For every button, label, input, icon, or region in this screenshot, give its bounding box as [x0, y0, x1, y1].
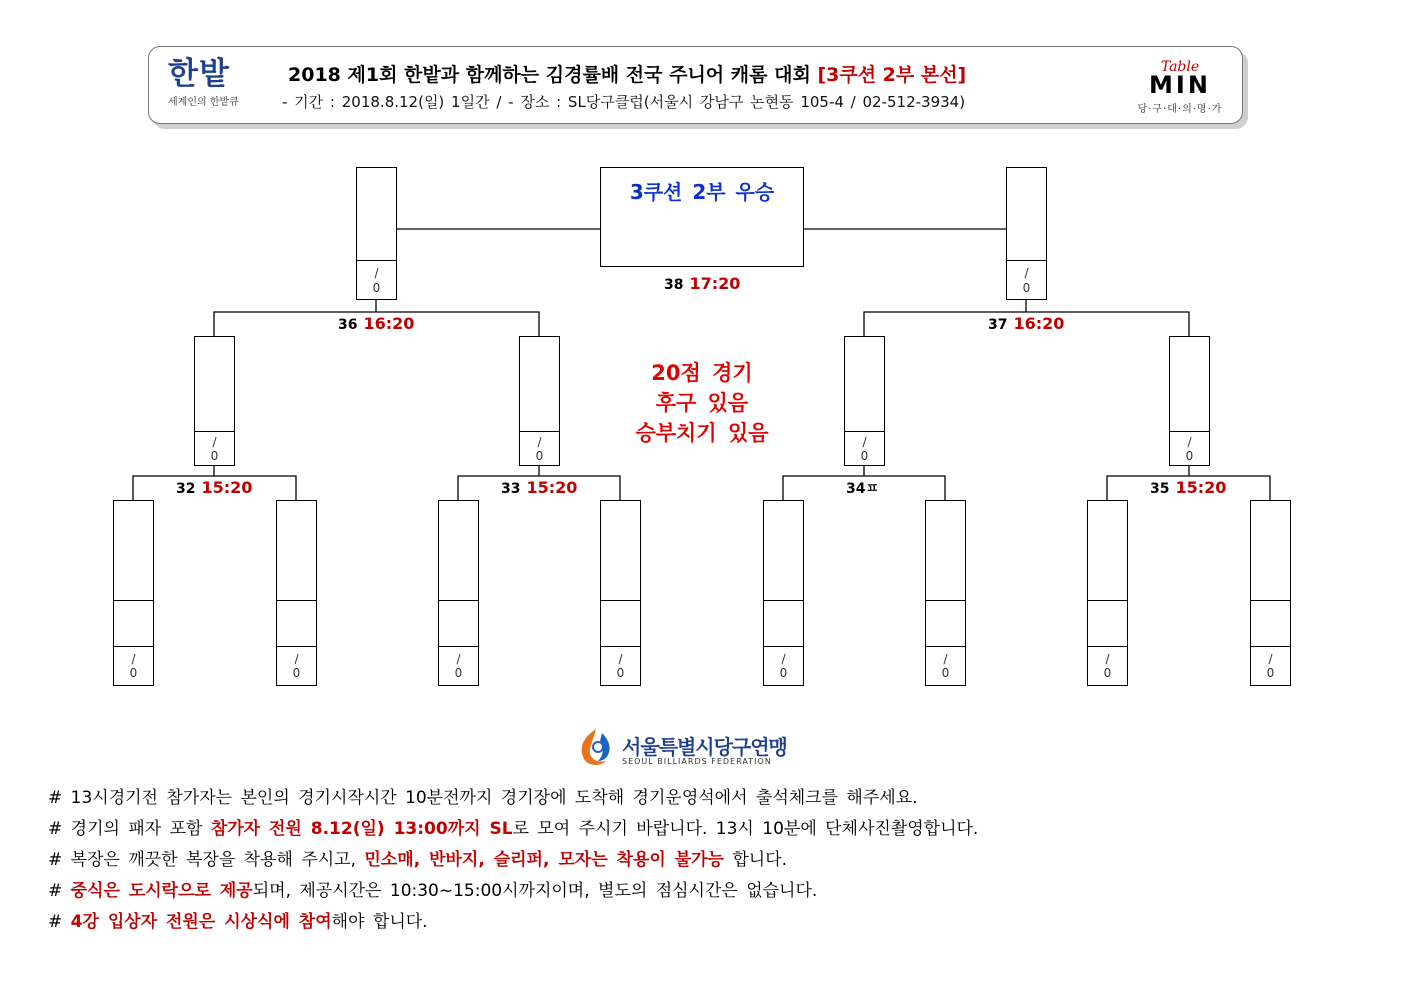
- score-bottom: 0: [129, 666, 138, 680]
- slot-divider: [1088, 600, 1127, 601]
- player-slot-r1-1: [113, 500, 154, 686]
- notice-item: [48, 783, 978, 814]
- slot-divider: [764, 600, 803, 601]
- federation-name: 서울특별시당구연맹: [622, 735, 787, 759]
- score-top: /: [1268, 652, 1273, 666]
- notice-bullet: #: [48, 881, 63, 901]
- notice-text: 13시경기전 참가자는 본인의 경기시작시간 10분전까지 경기장에 도착해 경기운영석에서 출석체크를 해주세요.: [70, 788, 918, 808]
- match-rules-note: [590, 358, 814, 448]
- match-label-36: [338, 314, 414, 333]
- player-slot-qf-3: [844, 336, 885, 466]
- match-number: 33: [501, 481, 521, 497]
- score-bottom: 0: [1266, 666, 1275, 680]
- notice-text: 로 모여 주시기 바랍니다. 13시 10분에 단체사진촬영합니다.: [512, 819, 979, 839]
- score-bottom: 0: [292, 666, 301, 680]
- score-bottom: 0: [941, 666, 950, 680]
- match-time: 17:20: [689, 274, 741, 293]
- score-top: /: [862, 435, 867, 449]
- slot-divider: [601, 646, 640, 647]
- notice-text: 복장은 깨끗한 복장을 착용해 주시고,: [70, 850, 365, 870]
- slot-divider: [439, 600, 478, 601]
- champion-label: 3쿠션 2부 우승: [629, 180, 775, 204]
- score-top: /: [1024, 266, 1029, 280]
- notice-highlight: 참가자 전원 8.12(일) 13:00까지 SL: [210, 819, 513, 839]
- hanbat-logo-sub: 세계인의 한밭큐: [168, 97, 239, 108]
- notice-text: 경기의 패자 포함: [70, 819, 211, 839]
- score-bottom: 0: [535, 449, 544, 463]
- slot-divider: [601, 600, 640, 601]
- slot-divider: [357, 260, 396, 261]
- table-min-logo-sub: 당·구·대·의·명·가: [1137, 104, 1223, 115]
- slot-divider: [277, 600, 316, 601]
- match-label-34: [846, 478, 885, 498]
- rules-line-1: 20점 경기: [651, 361, 753, 385]
- score-bottom: 0: [779, 666, 788, 680]
- slot-divider: [114, 600, 153, 601]
- rules-line-2: 후구 있음: [655, 391, 749, 415]
- match-number: 38: [664, 277, 684, 293]
- score-bottom: 0: [1103, 666, 1112, 680]
- federation-emblem-icon: [574, 725, 618, 769]
- notice-bullet: #: [48, 850, 63, 870]
- notice-text: 되며, 제공시간은 10:30~15:00시까지이며, 별도의 점심시간은 없습니다.: [252, 881, 818, 901]
- notice-list: [48, 783, 978, 938]
- score-top: /: [374, 266, 379, 280]
- match-number: 36: [338, 317, 358, 333]
- notice-bullet: #: [48, 819, 63, 839]
- table-min-logo-main: MIN: [1149, 71, 1211, 99]
- player-slot-r1-4: [600, 500, 641, 686]
- notice-item: [48, 907, 978, 938]
- score-bottom: 0: [860, 449, 869, 463]
- score-top: /: [294, 652, 299, 666]
- score-top: /: [781, 652, 786, 666]
- notice-item: [48, 876, 978, 907]
- player-slot-qf-1: [194, 336, 235, 466]
- slot-divider: [1251, 600, 1290, 601]
- match-number: 37: [988, 317, 1008, 333]
- player-slot-r1-8: [1250, 500, 1291, 686]
- table-min-logo-script: Table: [1160, 59, 1200, 75]
- slot-divider: [439, 646, 478, 647]
- player-slot-r1-2: [276, 500, 317, 686]
- slot-divider: [520, 431, 559, 432]
- match-label-38: [664, 274, 740, 293]
- notice-bullet: #: [48, 788, 63, 808]
- match-label-37: [988, 314, 1064, 333]
- score-bottom: 0: [616, 666, 625, 680]
- score-top: /: [537, 435, 542, 449]
- match-label-32: [176, 478, 252, 497]
- slot-divider: [926, 600, 965, 601]
- federation-logo: [574, 725, 834, 769]
- score-top: /: [1187, 435, 1192, 449]
- event-info: - 기간 : 2018.8.12(일) 1일간 / - 장소 : SL당구클럽(서울시 강남구 논현동 105-4 / 02-512-3934): [282, 93, 966, 111]
- score-top: /: [131, 652, 136, 666]
- slot-divider: [1251, 646, 1290, 647]
- score-top: /: [456, 652, 461, 666]
- slot-divider: [926, 646, 965, 647]
- score-bottom: 0: [1022, 281, 1031, 295]
- match-label-33: [501, 478, 577, 497]
- notice-highlight: 민소매, 반바지, 슬리퍼, 모자는 착용이 불가능: [364, 850, 724, 870]
- slot-divider: [114, 646, 153, 647]
- slot-divider: [1088, 646, 1127, 647]
- match-time: 15:20: [201, 478, 253, 497]
- notice-highlight: 중식은 도시락으로 제공: [70, 881, 253, 901]
- player-slot-semifinal-left: [356, 167, 397, 300]
- notice-bullet: #: [48, 912, 63, 932]
- slot-divider: [845, 431, 884, 432]
- score-top: /: [943, 652, 948, 666]
- match-time: 15:20: [526, 478, 578, 497]
- match-time: 15:20: [1175, 478, 1227, 497]
- player-slot-semifinal-right: [1006, 167, 1047, 300]
- score-bottom: 0: [454, 666, 463, 680]
- notice-item: [48, 814, 978, 845]
- player-slot-r1-3: [438, 500, 479, 686]
- score-top: /: [1105, 652, 1110, 666]
- player-slot-r1-7: [1087, 500, 1128, 686]
- federation-english: SEOUL BILLIARDS FEDERATION: [622, 757, 772, 766]
- score-top: /: [618, 652, 623, 666]
- player-slot-qf-2: [519, 336, 560, 466]
- slot-divider: [1170, 431, 1209, 432]
- notice-highlight: 4강 입상자 전원은 시상식에 참여: [70, 912, 332, 932]
- slot-divider: [195, 431, 234, 432]
- match-number: 35: [1150, 481, 1170, 497]
- match-number: 32: [176, 481, 196, 497]
- title-main: 2018 제1회 한밭과 함께하는 김경률배 전국 주니어 캐롬 대회: [288, 64, 811, 86]
- score-bottom: 0: [372, 281, 381, 295]
- hanbat-logo-main: 한밭: [168, 56, 230, 92]
- score-bottom: 0: [1185, 449, 1194, 463]
- rules-line-3: 승부치기 있음: [635, 421, 769, 445]
- notice-text: 해야 합니다.: [331, 912, 428, 932]
- score-top: /: [212, 435, 217, 449]
- player-slot-qf-4: [1169, 336, 1210, 466]
- slot-divider: [1007, 260, 1046, 261]
- match-label-35: [1150, 478, 1226, 497]
- slot-divider: [764, 646, 803, 647]
- notice-item: [48, 845, 978, 876]
- match-time: 16:20: [363, 314, 415, 333]
- notice-text: 합니다.: [723, 850, 788, 870]
- match-number: 34ㅍ: [846, 481, 880, 497]
- slot-divider: [277, 646, 316, 647]
- score-bottom: 0: [210, 449, 219, 463]
- match-time: 16:20: [1013, 314, 1065, 333]
- title-highlight: [3쿠션 2부 본선]: [817, 64, 967, 86]
- player-slot-r1-5: [763, 500, 804, 686]
- player-slot-r1-6: [925, 500, 966, 686]
